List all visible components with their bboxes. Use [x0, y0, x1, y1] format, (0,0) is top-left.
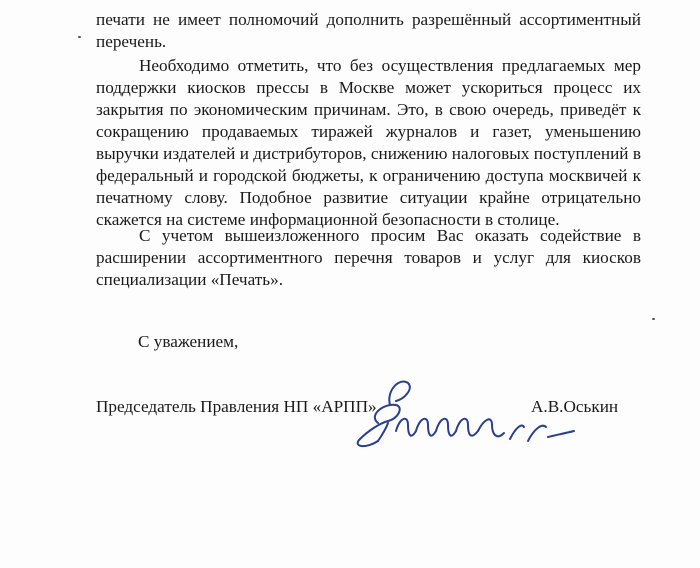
scan-speck	[78, 36, 81, 38]
letter-paragraph-request: С учетом вышеизложенного просим Вас оказать содействие в расширении ассортиментного перечня товаров и услуг для киосков специализации «Печать».	[96, 226, 641, 289]
letter-paragraph-consequences: Необходимо отметить, что без осуществления предлагаемых мер поддержки киосков прессы в Москве может ускориться процесс их закрытия по экономическим причинам. Это, в свою очередь, приведёт к сокращению продаваемых тиражей журналов и газет, уменьшению выручки издателей и дистрибуторов, снижению налоговых поступлений в федеральный и городской бюджеты, к ограничению доступа москвичей к печатному слову. Подобное развитие ситуации крайне отрицательно скажется на системе информационной безопасности в столице.	[96, 56, 641, 229]
signatory-name: А.В.Оськин	[531, 397, 619, 416]
closing-salutation: С уважением,	[138, 332, 239, 351]
signatory-title: Председатель Правления НП «АРПП»	[96, 397, 377, 416]
letter-paragraph-continuation: печати не имеет полномочий дополнить разрешённый ассортиментный перечень.	[96, 10, 641, 51]
scan-speck	[652, 318, 655, 320]
